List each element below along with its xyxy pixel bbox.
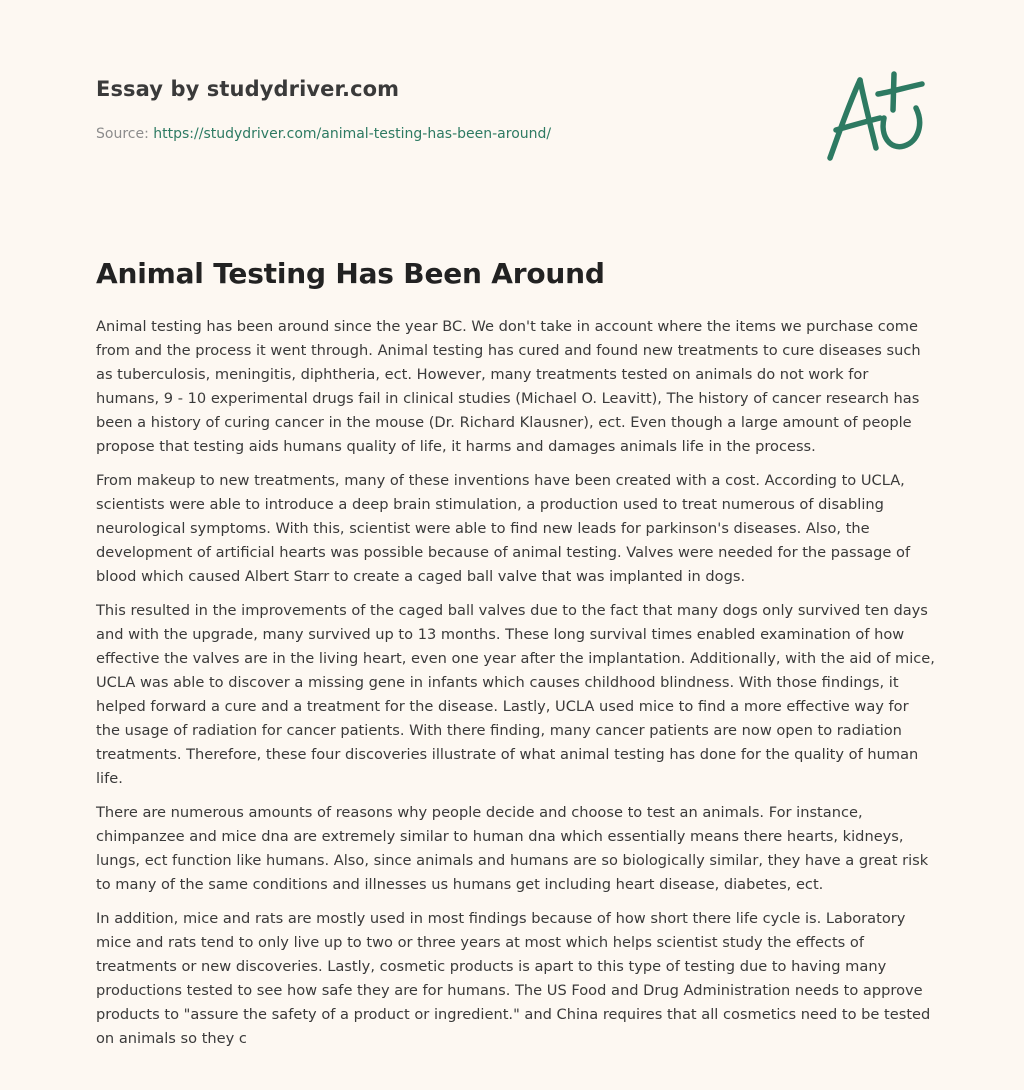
- a-plus-logo-icon: [820, 66, 930, 166]
- paragraph: This resulted in the improvements of the caged ball valves due to the fact that many dogs only survived ten days and with the upgrade, many survived up to 13 months. These long survival times enabled examination of how effective the valves are in the living heart, even one year after the implantation. Additionally, with the aid of mice, UCLA was able to discover a missing gene in infants which causes childhood blindness. With those findings, it helped forward a cure and a treatment for the disease. Lastly, UCLA used mice to find a more effective way for the usage of radiation for cancer patients. With there finding, many cancer patients are now open to radiation treatments. Therefore, these four discoveries illustrate of what animal testing has done for the quality of human life.: [96, 602, 935, 787]
- source-label: Source:: [96, 126, 154, 142]
- paragraph: There are numerous amounts of reasons why people decide and choose to test an animals. For instance, chimpanzee and mice dna are extremely similar to human dna which essentially means there hearts, kidneys, lungs, ect function like humans. Also, since animals and humans are so biologically similar, they have a great risk to many of the same conditions and illnesses us humans get including heart disease, diabetes, ect.: [96, 804, 929, 893]
- document-header: [96, 74, 936, 144]
- paragraph: In addition, mice and rats are mostly used in most findings because of how short there life cycle is. Laboratory mice and rats tend to only live up to two or three years at most which helps scientist study the effects of treatments or new discoveries. Lastly, cosmetic products is apart to this type of testing due to having many productions tested to see how safe they are for humans. The US Food and Drug Administration needs to approve products to "assure the safety of a product or ingredient." and China requires that all cosmetics need to be tested on animals so they c: [96, 910, 931, 1047]
- essay-body: [96, 315, 936, 1061]
- essay-title: Animal Testing Has Been Around: [96, 257, 605, 290]
- paragraph: From makeup to new treatments, many of these inventions have been created with a cost. According to UCLA, scientists were able to introduce a deep brain stimulation, a production used to treat numerous of disabling neurological symptoms. With this, scientist were able to find new leads for parkinson's diseases. Also, the development of artificial hearts was possible because of animal testing. Valves were needed for the passage of blood which caused Albert Starr to create a caged ball valve that was implanted in dogs.: [96, 472, 911, 585]
- essay-by-heading: Essay by studydriver.com: [96, 77, 400, 101]
- source-line: [96, 124, 936, 144]
- paragraph: Animal testing has been around since the year BC. We don't take in account where the items we purchase come from and the process it went through. Animal testing has cured and found new treatments to cure diseases such as tuberculosis, meningitis, diphtheria, ect. However, many treatments tested on animals do not work for humans, 9 - 10 experimental drugs fail in clinical studies (Michael O. Leavitt), The history of cancer research has been a history of curing cancer in the mouse (Dr. Richard Klausner), ect. Even though a large amount of people propose that testing aids humans quality of life, it harms and damages animals life in the process.: [96, 318, 921, 455]
- source-link[interactable]: https://studydriver.com/animal-testing-has-been-around/: [153, 126, 552, 142]
